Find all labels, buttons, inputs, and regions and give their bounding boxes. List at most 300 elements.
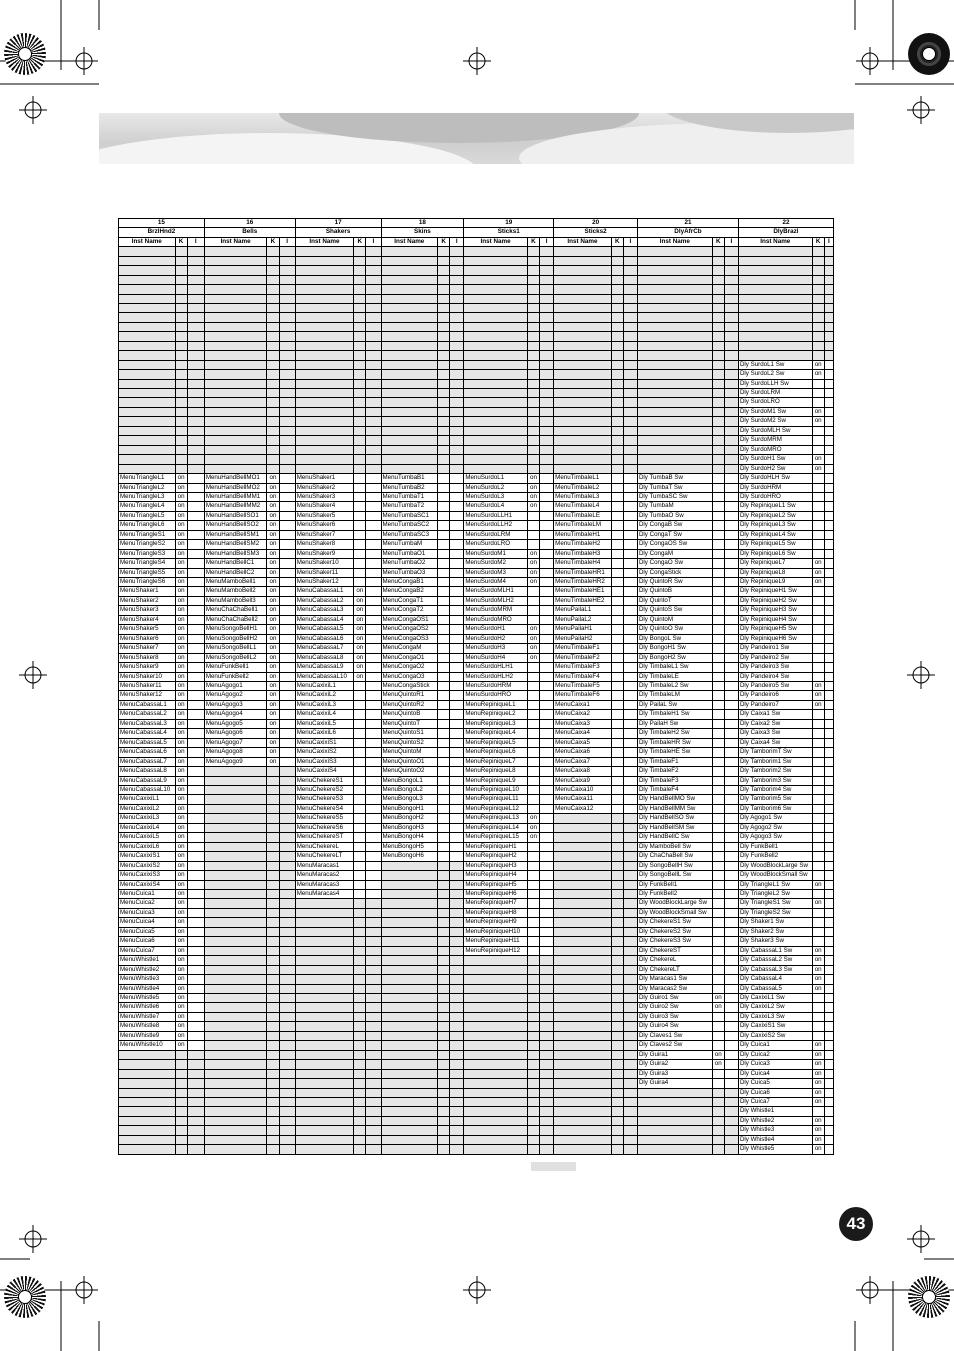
- k-cell: on: [175, 663, 187, 672]
- inst-name-cell: MenuPailaL1: [554, 606, 612, 615]
- i-cell: [187, 1060, 204, 1069]
- inst-name-cell: Dly Tamborim4 Sw: [738, 786, 812, 795]
- inst-name-cell: [464, 1050, 528, 1059]
- inst-name-cell: [204, 294, 267, 303]
- inst-name-cell: MenuQuintoB: [381, 710, 438, 719]
- inst-name-cell: MenuRepiniqueL9: [464, 776, 528, 785]
- k-cell: [438, 1126, 450, 1135]
- i-cell: [187, 474, 204, 483]
- i-cell: [366, 1079, 381, 1088]
- inst-name-cell: [295, 956, 354, 965]
- k-cell: [812, 786, 824, 795]
- i-cell: [279, 861, 295, 870]
- k-cell: on: [267, 587, 279, 596]
- k-cell: [527, 993, 539, 1002]
- inst-name-cell: [119, 351, 176, 360]
- inst-name-cell: [637, 1107, 712, 1116]
- k-cell: [438, 379, 450, 388]
- inst-name-cell: Dly CaxixiL1 Sw: [738, 993, 812, 1002]
- k-cell: [438, 776, 450, 785]
- inst-name-cell: Dly HandBellMO Sw: [637, 795, 712, 804]
- inst-name-cell: MenuTumbaM: [381, 540, 438, 549]
- i-cell: [187, 521, 204, 530]
- k-cell: [354, 918, 366, 927]
- k-cell: on: [267, 663, 279, 672]
- inst-name-cell: [637, 275, 712, 284]
- inst-name-cell: [554, 918, 612, 927]
- inst-name-cell: [381, 426, 438, 435]
- i-cell: [824, 379, 833, 388]
- k-cell: [438, 313, 450, 322]
- k-cell: [438, 322, 450, 331]
- inst-name-cell: Dly TriangleL1 Sw: [738, 880, 812, 889]
- k-cell: on: [175, 578, 187, 587]
- k-cell: [712, 965, 724, 974]
- inst-name-cell: Dly HandBellC Sw: [637, 833, 712, 842]
- i-cell: [724, 823, 738, 832]
- i-cell: [623, 691, 637, 700]
- inst-name-cell: [637, 1097, 712, 1106]
- inst-name-cell: [381, 341, 438, 350]
- inst-name-cell: MenuCongaOS1: [381, 615, 438, 624]
- inst-name-cell: [119, 388, 176, 397]
- k-cell: [812, 738, 824, 747]
- inst-name-cell: [381, 1069, 438, 1078]
- inst-name-cell: Dly ChekereS3 Sw: [637, 937, 712, 946]
- inst-name-cell: [119, 1145, 176, 1154]
- k-cell: [354, 445, 366, 454]
- inst-name-cell: MenuRepiniqueL13: [464, 814, 528, 823]
- k-cell: [175, 256, 187, 265]
- inst-name-cell: [295, 1145, 354, 1154]
- k-cell: on: [267, 568, 279, 577]
- i-cell: [187, 956, 204, 965]
- k-cell: [438, 823, 450, 832]
- inst-name-cell: MenuRepiniqueL12: [464, 804, 528, 813]
- k-cell: [611, 341, 623, 350]
- i-cell: [540, 285, 554, 294]
- inst-name-cell: [637, 1135, 712, 1144]
- i-cell: [279, 804, 295, 813]
- k-cell: [611, 379, 623, 388]
- inst-name-cell: [295, 266, 354, 275]
- i-cell: [724, 568, 738, 577]
- i-cell: [279, 814, 295, 823]
- i-cell: [450, 379, 464, 388]
- inst-name-cell: [464, 1022, 528, 1031]
- inst-name-cell: Dly PailaH Sw: [637, 719, 712, 728]
- i-cell: [724, 303, 738, 312]
- i-cell: [450, 1050, 464, 1059]
- inst-name-cell: [637, 1116, 712, 1125]
- k-cell: [267, 975, 279, 984]
- i-cell: [366, 511, 381, 520]
- i-cell: [724, 719, 738, 728]
- inst-name-cell: MenuRepiniqueL2: [464, 710, 528, 719]
- i-cell: [450, 445, 464, 454]
- inst-name-cell: MenuTriangleL2: [119, 483, 176, 492]
- i-cell: [279, 823, 295, 832]
- i-cell: [623, 767, 637, 776]
- inst-name-cell: Dly QuintoR Sw: [637, 578, 712, 587]
- k-cell: on: [354, 625, 366, 634]
- inst-name-cell: [204, 1022, 267, 1031]
- k-cell: [812, 322, 824, 331]
- inst-name-cell: [204, 1116, 267, 1125]
- k-cell: [354, 275, 366, 284]
- i-cell: [366, 984, 381, 993]
- i-cell: [724, 767, 738, 776]
- k-cell: [438, 956, 450, 965]
- table-row: [119, 407, 834, 416]
- inst-name-cell: MenuSurdoL1: [464, 474, 528, 483]
- i-cell: [187, 1135, 204, 1144]
- inst-name-cell: MenuTimbaleL3: [554, 492, 612, 501]
- k-cell: on: [267, 615, 279, 624]
- i-cell: [824, 975, 833, 984]
- k-cell: on: [354, 663, 366, 672]
- i-cell: [540, 861, 554, 870]
- inst-name-cell: MenuTumbaO3: [381, 568, 438, 577]
- inst-name-cell: Dly Cuica7: [738, 1097, 812, 1106]
- inst-name-cell: Dly Guira3: [637, 1069, 712, 1078]
- i-cell: [540, 511, 554, 520]
- k-cell: [527, 285, 539, 294]
- inst-name-cell: MenuSurdoLRM: [464, 530, 528, 539]
- inst-name-cell: [464, 464, 528, 473]
- i-cell: [450, 511, 464, 520]
- k-cell: [354, 871, 366, 880]
- inst-name-cell: [204, 256, 267, 265]
- inst-name-cell: [295, 1003, 354, 1012]
- i-cell: [623, 436, 637, 445]
- i-cell: [187, 804, 204, 813]
- inst-name-cell: MenuMaracas1: [295, 861, 354, 870]
- i-cell: [724, 407, 738, 416]
- inst-name-cell: MenuCaixa9: [554, 776, 612, 785]
- table-row: [119, 455, 834, 464]
- k-cell: [812, 937, 824, 946]
- i-cell: [450, 757, 464, 766]
- inst-name-cell: [464, 256, 528, 265]
- inst-name-cell: Dly CongaB Sw: [637, 521, 712, 530]
- inst-name-cell: [204, 804, 267, 813]
- inst-name-cell: [295, 256, 354, 265]
- k-cell: [527, 1097, 539, 1106]
- k-cell: [175, 1135, 187, 1144]
- i-cell: [450, 634, 464, 643]
- i-cell: [279, 757, 295, 766]
- inst-name-cell: MenuCaxixiS1: [295, 738, 354, 747]
- inst-name-cell: Dly Pandeiro4 Sw: [738, 672, 812, 681]
- k-cell: [812, 398, 824, 407]
- i-cell: [824, 719, 833, 728]
- i-cell: [540, 1088, 554, 1097]
- i-cell: [724, 313, 738, 322]
- k-cell: [712, 521, 724, 530]
- i-cell: [366, 559, 381, 568]
- k-cell: on: [175, 842, 187, 851]
- k-cell: [527, 776, 539, 785]
- k-cell: [712, 1079, 724, 1088]
- k-cell: [611, 1079, 623, 1088]
- k-cell: [175, 455, 187, 464]
- k-cell: [267, 776, 279, 785]
- inst-name-cell: [119, 285, 176, 294]
- inst-name-cell: [554, 861, 612, 870]
- k-cell: [611, 644, 623, 653]
- inst-name-cell: Dly CaxixiS1 Sw: [738, 1022, 812, 1031]
- i-cell: [540, 483, 554, 492]
- i-cell: [824, 1079, 833, 1088]
- inst-name-cell: [464, 1079, 528, 1088]
- i-cell: [824, 615, 833, 624]
- i-cell: [623, 568, 637, 577]
- i-cell: [366, 294, 381, 303]
- inst-name-cell: Dly CabassaL4: [738, 975, 812, 984]
- inst-name-cell: [464, 1041, 528, 1050]
- inst-name-cell: [637, 247, 712, 256]
- inst-name-cell: Dly RepiniqueH6 Sw: [738, 634, 812, 643]
- k-cell: [438, 341, 450, 350]
- inst-name-cell: [204, 455, 267, 464]
- i-cell: [366, 729, 381, 738]
- k-cell: on: [527, 474, 539, 483]
- i-cell: [450, 1069, 464, 1078]
- k-cell: [712, 1022, 724, 1031]
- i-cell: [279, 559, 295, 568]
- inst-name-cell: [119, 436, 176, 445]
- k-cell: [611, 322, 623, 331]
- inst-name-cell: MenuRepiniqueH10: [464, 927, 528, 936]
- i-cell: [623, 682, 637, 691]
- table-row: [119, 436, 834, 445]
- k-cell: [175, 379, 187, 388]
- inst-name-cell: MenuShaker3: [295, 492, 354, 501]
- i-cell: [279, 464, 295, 473]
- k-cell: [712, 455, 724, 464]
- i-cell: [279, 1107, 295, 1116]
- inst-name-cell: [381, 256, 438, 265]
- i-cell: [279, 256, 295, 265]
- inst-name-cell: [554, 370, 612, 379]
- i-cell: [187, 398, 204, 407]
- i-cell: [366, 303, 381, 312]
- k-cell: [527, 918, 539, 927]
- table-row: [119, 1012, 834, 1021]
- inst-name-cell: MenuCaixa3: [554, 719, 612, 728]
- inst-name-cell: [381, 388, 438, 397]
- registration-seal-bottom-left: [4, 1276, 46, 1318]
- inst-name-cell: [554, 1097, 612, 1106]
- k-cell: [438, 719, 450, 728]
- i-cell: [540, 1031, 554, 1040]
- inst-name-cell: MenuCongaStick: [381, 682, 438, 691]
- inst-name-cell: Dly SurdoLLH Sw: [738, 379, 812, 388]
- i-cell: [279, 1088, 295, 1097]
- i-cell: [450, 455, 464, 464]
- k-header: K: [712, 237, 724, 246]
- i-cell: [279, 407, 295, 416]
- k-cell: [812, 842, 824, 851]
- i-cell: [366, 483, 381, 492]
- k-cell: on: [175, 899, 187, 908]
- i-cell: [366, 786, 381, 795]
- i-cell: [724, 426, 738, 435]
- inst-name-cell: Dly ChekereS2 Sw: [637, 927, 712, 936]
- inst-name-cell: MenuMaracas4: [295, 889, 354, 898]
- k-cell: [712, 1097, 724, 1106]
- inst-name-cell: [381, 956, 438, 965]
- inst-name-cell: MenuTumbaT2: [381, 502, 438, 511]
- i-cell: [724, 587, 738, 596]
- k-cell: [712, 871, 724, 880]
- table-row: [119, 767, 834, 776]
- table-row: [119, 634, 834, 643]
- i-cell: [187, 1022, 204, 1031]
- k-cell: [527, 275, 539, 284]
- inst-name-cell: MenuCaixa4: [554, 729, 612, 738]
- k-cell: [354, 398, 366, 407]
- i-cell: [824, 842, 833, 851]
- i-cell: [279, 710, 295, 719]
- inst-name-cell: MenuSurdoM2: [464, 559, 528, 568]
- inst-name-cell: MenuSurdoM3: [464, 568, 528, 577]
- inst-name-cell: [464, 426, 528, 435]
- k-cell: [267, 445, 279, 454]
- inst-name-cell: [204, 956, 267, 965]
- group-name: Sticks2: [554, 228, 638, 237]
- inst-name-cell: [204, 946, 267, 955]
- inst-name-cell: MenuShaker12: [295, 578, 354, 587]
- inst-name-cell: MenuHandBellSM2: [204, 540, 267, 549]
- i-cell: [279, 889, 295, 898]
- k-cell: [354, 426, 366, 435]
- inst-name-cell: MenuShaker1: [295, 474, 354, 483]
- k-cell: [712, 842, 724, 851]
- k-cell: [712, 880, 724, 889]
- i-cell: [366, 899, 381, 908]
- i-cell: [279, 492, 295, 501]
- k-cell: [527, 445, 539, 454]
- inst-name-cell: Dly Shaker2 Sw: [738, 927, 812, 936]
- inst-name-cell: MenuCaixa6: [554, 748, 612, 757]
- k-cell: [712, 691, 724, 700]
- i-cell: [187, 483, 204, 492]
- inst-name-cell: [738, 256, 812, 265]
- i-cell: [540, 729, 554, 738]
- i-cell: [540, 852, 554, 861]
- k-cell: [438, 1079, 450, 1088]
- inst-name-cell: MenuSurdoHLH2: [464, 672, 528, 681]
- i-cell: [366, 852, 381, 861]
- i-cell: [724, 1126, 738, 1135]
- k-cell: [354, 1012, 366, 1021]
- i-cell: [187, 492, 204, 501]
- i-cell: [366, 530, 381, 539]
- i-cell: [279, 351, 295, 360]
- i-cell: [540, 682, 554, 691]
- k-cell: on: [175, 502, 187, 511]
- i-cell: [824, 606, 833, 615]
- inst-name-cell: MenuAgogo6: [204, 729, 267, 738]
- k-cell: [611, 445, 623, 454]
- inst-name-cell: MenuTimbaleHE2: [554, 596, 612, 605]
- inst-name-cell: MenuCaxixiL6: [119, 842, 176, 851]
- i-cell: [366, 332, 381, 341]
- i-cell: [366, 1060, 381, 1069]
- i-cell: [824, 804, 833, 813]
- i-cell: [724, 474, 738, 483]
- table-row: [119, 880, 834, 889]
- inst-name-cell: MenuMaracas3: [295, 880, 354, 889]
- inst-name-cell: MenuTimbaleF1: [554, 644, 612, 653]
- table-row: [119, 294, 834, 303]
- group-number-row: [119, 219, 834, 228]
- i-cell: [540, 247, 554, 256]
- inst-name-cell: Dly SurdoM2 Sw: [738, 417, 812, 426]
- k-cell: [354, 738, 366, 747]
- k-cell: [438, 294, 450, 303]
- k-cell: on: [354, 596, 366, 605]
- i-cell: [824, 700, 833, 709]
- k-cell: [354, 266, 366, 275]
- k-cell: [267, 984, 279, 993]
- i-cell: [824, 814, 833, 823]
- k-cell: [812, 918, 824, 927]
- i-cell: [540, 776, 554, 785]
- k-cell: on: [812, 407, 824, 416]
- i-cell: [187, 1003, 204, 1012]
- k-cell: [611, 1069, 623, 1078]
- table-row: [119, 549, 834, 558]
- k-cell: on: [175, 871, 187, 880]
- inst-name-cell: Dly CaxixiL2 Sw: [738, 1003, 812, 1012]
- k-cell: [712, 341, 724, 350]
- i-cell: [187, 871, 204, 880]
- inst-name-cell: Dly RepiniqueL3 Sw: [738, 521, 812, 530]
- k-cell: on: [812, 360, 824, 369]
- inst-name-cell: [119, 1079, 176, 1088]
- i-cell: [450, 700, 464, 709]
- i-cell: [540, 417, 554, 426]
- i-cell: [623, 956, 637, 965]
- inst-name-cell: Dly CaxixiL3 Sw: [738, 1012, 812, 1021]
- table-row: [119, 1079, 834, 1088]
- k-cell: [175, 341, 187, 350]
- i-cell: [279, 1003, 295, 1012]
- i-cell: [824, 1069, 833, 1078]
- k-cell: [267, 294, 279, 303]
- k-cell: on: [267, 502, 279, 511]
- i-cell: [450, 1079, 464, 1088]
- inst-name-cell: [464, 332, 528, 341]
- k-cell: [712, 587, 724, 596]
- k-cell: [354, 483, 366, 492]
- inst-name-cell: [554, 464, 612, 473]
- k-cell: [267, 1060, 279, 1069]
- i-cell: [450, 1088, 464, 1097]
- i-cell: [366, 285, 381, 294]
- inst-name-cell: MenuCongaB2: [381, 587, 438, 596]
- i-cell: [824, 360, 833, 369]
- inst-name-cell: [554, 880, 612, 889]
- i-cell: [540, 492, 554, 501]
- k-cell: [267, 1003, 279, 1012]
- k-cell: on: [175, 965, 187, 974]
- inst-name-cell: MenuShaker8: [119, 653, 176, 662]
- k-cell: on: [812, 975, 824, 984]
